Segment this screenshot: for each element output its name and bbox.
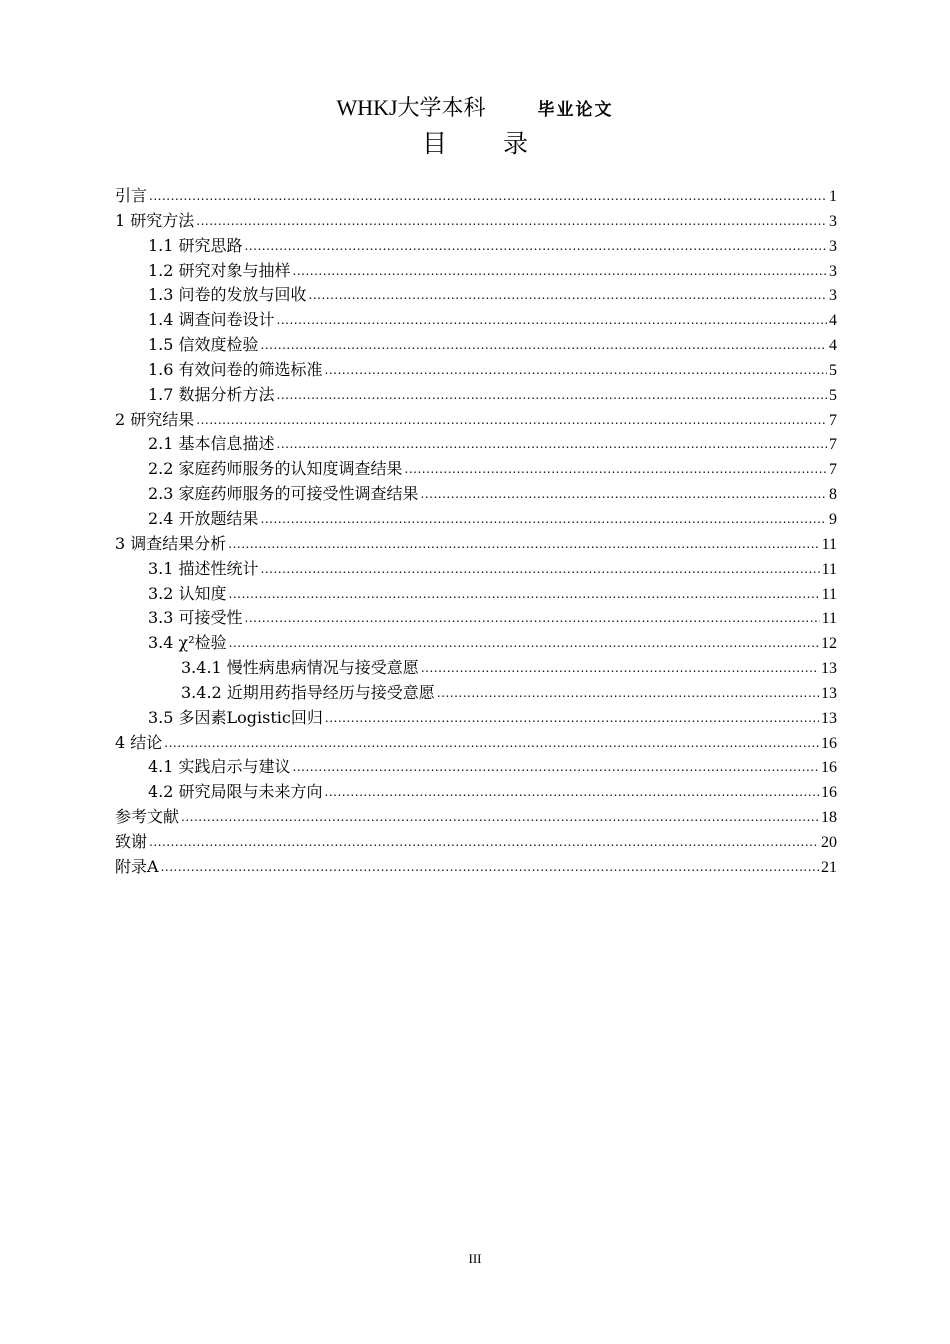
toc-dot-leader <box>196 408 827 433</box>
toc-entry[interactable] <box>115 408 837 433</box>
toc-dot-leader <box>421 656 819 681</box>
table-of-contents <box>115 184 837 880</box>
toc-entry[interactable] <box>115 780 837 805</box>
toc-entry-label: 3.4.1 慢性病患病情况与接受意愿 <box>181 658 419 678</box>
toc-entry-label: 参考文献 <box>115 807 180 827</box>
toc-entry-page: 8 <box>829 486 837 504</box>
toc-entry-page: 1 <box>829 188 837 205</box>
toc-entry-page: 4 <box>829 312 837 330</box>
toc-dot-leader <box>229 631 819 656</box>
toc-entry-page: 12 <box>821 635 837 653</box>
toc-entry-page: 11 <box>821 560 837 578</box>
toc-entry-label: 1.3 问卷的发放与回收 <box>148 285 307 305</box>
toc-dot-leader <box>405 457 827 482</box>
toc-entry-page: 16 <box>821 759 837 777</box>
toc-dot-leader <box>149 830 819 855</box>
toc-entry-label: 1.2 研究对象与抽样 <box>148 260 291 280</box>
toc-entry-page: 11 <box>821 610 837 628</box>
toc-dot-leader <box>277 308 827 333</box>
toc-dot-leader <box>229 582 820 607</box>
toc-entry-page: 5 <box>829 386 837 404</box>
toc-entry-page: 7 <box>829 461 837 479</box>
toc-entry[interactable] <box>115 184 837 209</box>
toc-dot-leader <box>181 805 819 830</box>
toc-entry[interactable] <box>115 606 837 631</box>
toc-entry-label: 附录A <box>115 856 159 876</box>
toc-dot-leader <box>245 606 820 631</box>
toc-dot-leader <box>309 283 827 308</box>
toc-entry-page: 3 <box>829 212 837 230</box>
toc-dot-leader <box>261 557 820 582</box>
toc-entry-label: 1 研究方法 <box>115 210 195 230</box>
toc-entry[interactable] <box>115 706 837 731</box>
toc-entry[interactable] <box>115 830 837 855</box>
toc-dot-leader <box>293 755 819 780</box>
toc-entry-page: 16 <box>821 784 837 802</box>
toc-dot-leader <box>261 333 827 358</box>
toc-entry-page: 3 <box>829 262 837 280</box>
toc-entry-label: 2.4 开放题结果 <box>148 508 259 528</box>
toc-entry-label: 1.1 研究思路 <box>148 235 243 255</box>
toc-entry-label: 1.7 数据分析方法 <box>148 384 275 404</box>
toc-entry-label: 引言 <box>115 186 148 205</box>
toc-entry-label: 1.6 有效问卷的筛选标准 <box>148 359 323 379</box>
toc-dot-leader <box>421 482 827 507</box>
toc-entry[interactable] <box>115 855 837 880</box>
toc-title: 目 录 <box>422 129 552 158</box>
toc-dot-leader <box>261 507 827 532</box>
toc-dot-leader <box>196 209 827 234</box>
toc-dot-leader <box>277 383 827 408</box>
toc-entry[interactable] <box>115 234 837 259</box>
toc-entry[interactable] <box>115 333 837 358</box>
toc-dot-leader <box>277 432 827 457</box>
toc-dot-leader <box>437 681 819 706</box>
toc-entry-page: 3 <box>829 237 837 255</box>
toc-entry-label: 3.3 可接受性 <box>148 608 243 628</box>
toc-entry-label: 3.2 认知度 <box>148 583 227 603</box>
toc-dot-leader <box>149 184 827 209</box>
toc-entry-label: 4.2 研究局限与未来方向 <box>148 782 323 802</box>
toc-entry-page: 7 <box>829 436 837 454</box>
toc-entry[interactable] <box>115 383 837 408</box>
toc-entry-label: 4 结论 <box>115 732 163 752</box>
toc-entry[interactable] <box>115 731 837 756</box>
toc-entry-label: 2 研究结果 <box>115 409 195 429</box>
toc-entry-page: 13 <box>821 709 837 727</box>
page-number: III <box>468 1251 482 1266</box>
toc-entry-page: 21 <box>821 858 837 876</box>
toc-entry-label: 1.5 信效度检验 <box>148 335 259 355</box>
toc-dot-leader <box>325 780 819 805</box>
toc-entry[interactable] <box>115 631 837 656</box>
toc-dot-leader <box>164 731 819 756</box>
toc-dot-leader <box>161 855 819 880</box>
toc-entry-label: 致谢 <box>115 831 148 851</box>
toc-entry[interactable] <box>115 582 837 607</box>
toc-dot-leader <box>228 532 819 557</box>
toc-entry-label: 2.2 家庭药师服务的认知度调查结果 <box>148 459 403 479</box>
toc-entry[interactable] <box>115 532 837 557</box>
toc-entry-page: 18 <box>821 809 837 827</box>
toc-dot-leader <box>325 706 819 731</box>
toc-entry[interactable] <box>115 507 837 532</box>
toc-entry-label: 3.4.2 近期用药指导经历与接受意愿 <box>181 682 435 702</box>
toc-entry[interactable] <box>115 308 837 333</box>
toc-entry-page: 9 <box>829 510 837 528</box>
toc-entry[interactable] <box>115 755 837 780</box>
toc-entry[interactable] <box>115 681 837 706</box>
toc-entry-page: 16 <box>821 734 837 752</box>
toc-entry-label: 2.1 基本信息描述 <box>148 434 275 454</box>
toc-entry-page: 13 <box>821 684 837 702</box>
toc-entry-page: 11 <box>821 535 837 553</box>
toc-entry-page: 5 <box>829 361 837 379</box>
toc-entry-label: 3 调查结果分析 <box>115 533 227 553</box>
header-thesis-label: 毕业论文 <box>537 100 614 120</box>
page-header <box>0 92 950 126</box>
toc-entry-label: 4.1 实践启示与建议 <box>148 757 291 777</box>
toc-dot-leader <box>293 259 827 284</box>
toc-entry-page: 11 <box>821 585 837 603</box>
toc-entry-label: 1.4 调查问卷设计 <box>148 310 275 330</box>
toc-entry-label: 3.5 多因素Logistic回归 <box>148 707 323 727</box>
toc-entry[interactable] <box>115 805 837 830</box>
toc-dot-leader <box>325 358 827 383</box>
toc-entry-label: 2.3 家庭药师服务的可接受性调查结果 <box>148 484 419 504</box>
toc-entry[interactable] <box>115 432 837 457</box>
toc-entry-page: 7 <box>829 411 837 429</box>
toc-dot-leader <box>245 234 827 259</box>
toc-entry[interactable] <box>115 482 837 507</box>
toc-entry[interactable] <box>115 283 837 308</box>
toc-entry[interactable] <box>115 457 837 482</box>
header-school-name: WHKJ大学本科 <box>336 95 486 120</box>
toc-entry-page: 3 <box>829 287 837 305</box>
toc-entry-page: 20 <box>821 833 837 851</box>
toc-entry-page: 13 <box>821 660 837 678</box>
toc-entry[interactable] <box>115 209 837 234</box>
toc-entry[interactable] <box>115 656 837 681</box>
toc-entry-label: 3.1 描述性统计 <box>148 558 259 578</box>
toc-entry[interactable] <box>115 259 837 284</box>
toc-entry-page: 4 <box>829 337 837 355</box>
toc-entry-label: 3.4 χ²检验 <box>148 633 227 653</box>
toc-entry[interactable] <box>115 358 837 383</box>
toc-entry[interactable] <box>115 557 837 582</box>
